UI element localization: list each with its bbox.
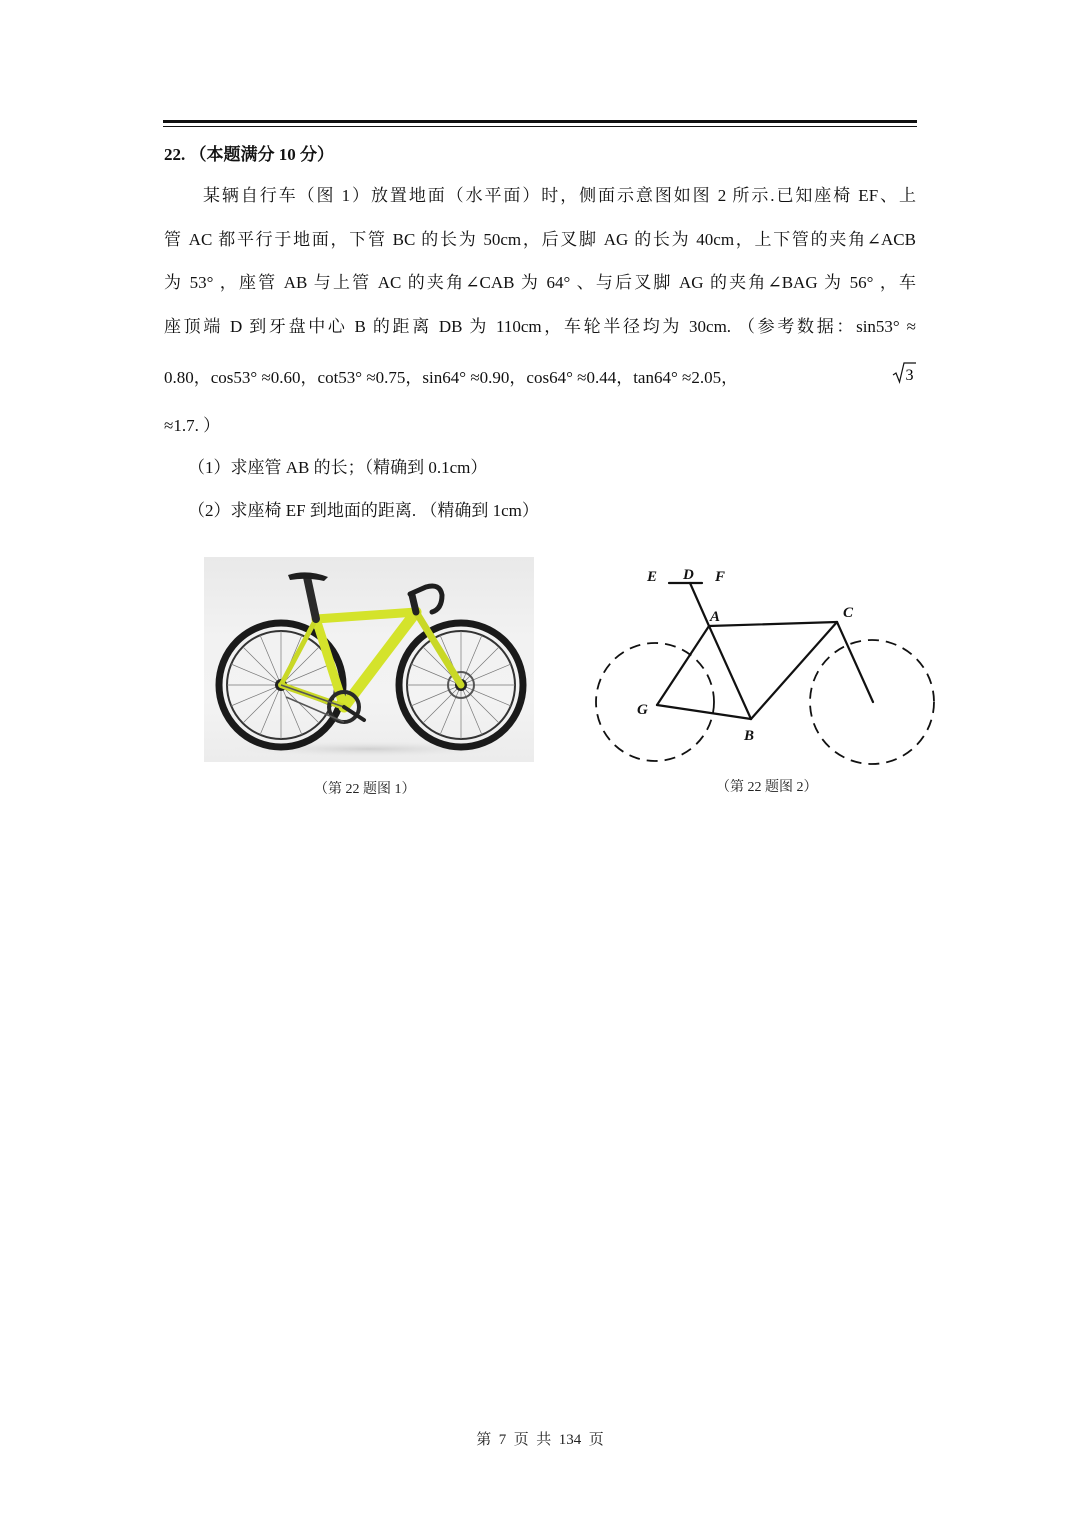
question-line-6: ≈1.7. ） xyxy=(164,416,221,435)
question-line-3: 为 53° ，座管 AB 与上管 AC 的夹角∠CAB 为 64° 、与后叉脚 AG 的夹角∠BAG 为 56° ，车 xyxy=(164,273,916,292)
label-G: G xyxy=(637,702,648,718)
footer-ye: 页 xyxy=(513,1432,529,1448)
top-tube-AC xyxy=(709,622,837,626)
question-line-2: 管 AC 都平行于地面，下管 BC 的长为 50cm，后叉脚 AG 的长为 40cm，上下管的夹角∠ACB xyxy=(164,230,916,249)
label-E: E xyxy=(647,569,658,585)
footer-gong: 共 xyxy=(536,1432,552,1448)
footer-current-page: 7 xyxy=(498,1432,507,1448)
label-B: B xyxy=(744,728,755,744)
front-fork xyxy=(837,622,873,702)
footer-di: 第 xyxy=(476,1432,492,1448)
label-F: F xyxy=(715,569,726,585)
down-tube-BC xyxy=(751,622,837,719)
sqrt-symbol xyxy=(892,361,916,390)
page-footer xyxy=(0,1428,1080,1449)
figure1-caption: （第 22 题图 1） xyxy=(314,782,416,797)
label-C: C xyxy=(843,605,854,621)
seat-post-DA xyxy=(690,583,709,626)
question-header: 22. （本题满分 10 分） xyxy=(164,145,334,164)
seat-tube-AB xyxy=(709,626,751,719)
question-line-5-text: 0.80，cos53° ≈0.60，cot53° ≈0.75，sin64° ≈0.90，cos64° ≈0.44，tan64° ≈2.05， xyxy=(164,368,739,387)
label-D: D xyxy=(683,567,694,583)
label-A: A xyxy=(710,609,721,625)
bicycle-photo xyxy=(204,557,534,762)
chain-stay-GB xyxy=(657,705,751,719)
sub-question-1: （1）求座管 AB 的长；（精确到 0.1cm） xyxy=(188,458,488,477)
bicycle-diagram xyxy=(585,555,945,780)
footer-ye-2: 页 xyxy=(588,1432,604,1448)
question-line-1: 某辆自行车（图 1）放置地面（水平面）时，侧面示意图如图 2 所示.已知座椅 EF、上 xyxy=(203,186,916,205)
figure2-caption: （第 22 题图 2） xyxy=(716,780,818,795)
sub-question-2: （2）求座椅 EF 到地面的距离. （精确到 1cm） xyxy=(188,501,539,520)
sqrt-radicand: 3 xyxy=(905,367,914,384)
rear-wheel-circle xyxy=(596,643,714,761)
frame-icon xyxy=(281,577,461,707)
header-rule-thin xyxy=(163,126,917,127)
question-line-5 xyxy=(164,361,916,390)
question-line-4: 座顶端 D 到牙盘中心 B 的距离 DB 为 110cm，车轮半径均为 30cm. （参考数据：sin53° ≈ xyxy=(164,317,916,336)
header-rule-thick xyxy=(163,120,917,123)
footer-total-pages: 134 xyxy=(558,1432,582,1448)
